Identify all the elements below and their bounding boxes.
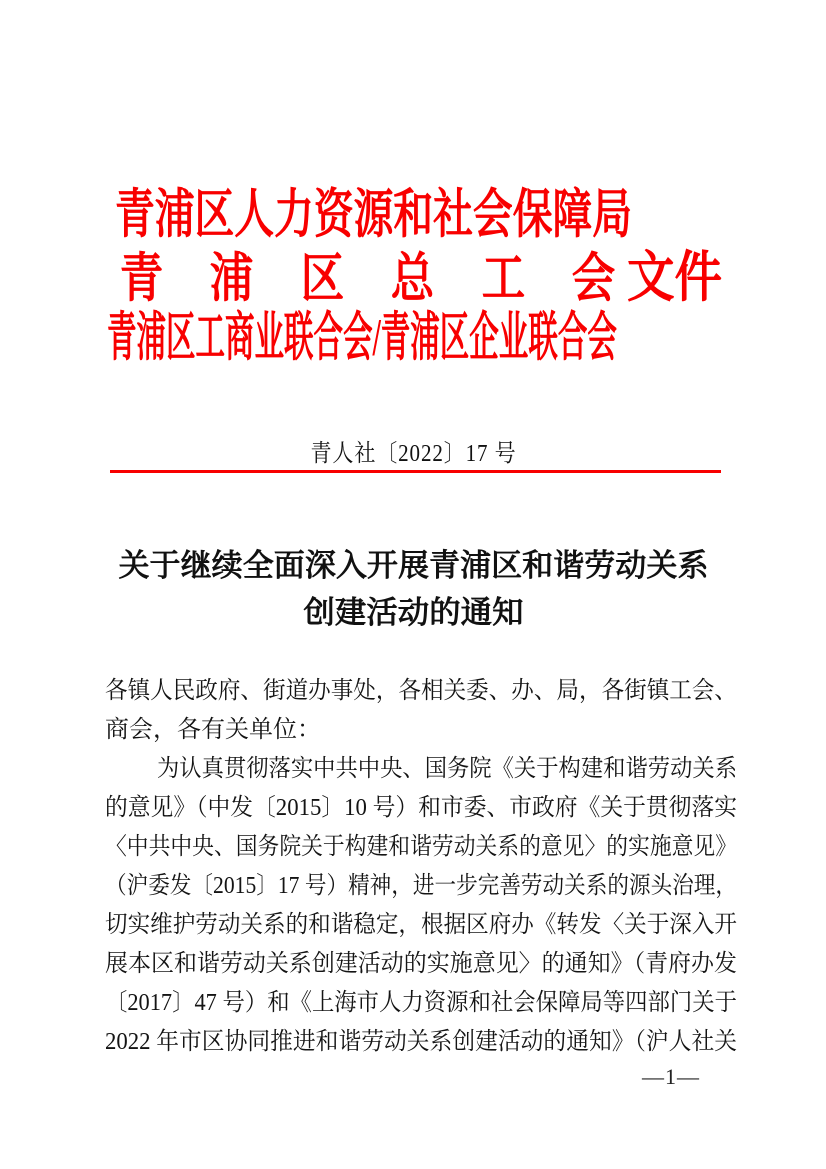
body-text-line-text: 商会，各有关单位： bbox=[105, 717, 321, 743]
title-line-1 bbox=[0, 542, 826, 589]
title-line-2 bbox=[0, 589, 826, 636]
document-title bbox=[0, 542, 826, 636]
red-separator-line bbox=[110, 470, 721, 473]
body-text-line bbox=[105, 867, 745, 906]
body-text-line bbox=[105, 945, 745, 984]
body-text-line bbox=[105, 750, 745, 789]
issuing-org-line-2-char: 区 bbox=[300, 250, 345, 308]
document-body bbox=[105, 672, 745, 1062]
body-text-line-text: 〈中共中央、国务院关于构建和谐劳动关系的意见〉的实施意见》 bbox=[105, 834, 737, 860]
document-word: 文件 bbox=[627, 247, 723, 308]
issuing-org-line-1-text: 青浦区人力资源和社会保障局 bbox=[115, 186, 632, 244]
body-text-line bbox=[105, 1023, 745, 1062]
body-text-line bbox=[105, 906, 745, 945]
issuing-org-line-2-char: 浦 bbox=[210, 250, 254, 308]
title-line-1-text: 关于继续全面深入开展青浦区和谐劳动关系 bbox=[118, 548, 708, 583]
document-number bbox=[0, 441, 826, 469]
issuing-org-line-3-text: 青浦区工商业联合会/青浦区企业联合会 bbox=[107, 309, 617, 367]
issuing-org-line-3 bbox=[107, 309, 826, 367]
body-text-line-text: 展本区和谐劳动关系创建活动的实施意见〉的通知》（青府办发 bbox=[105, 951, 737, 977]
issuing-org-line-2-name bbox=[115, 250, 620, 308]
body-text-line bbox=[105, 828, 745, 867]
body-text-line bbox=[105, 672, 745, 711]
body-text-line-text: 的意见》（中发〔2015〕10 号）和市委、市政府《关于贯彻落实 bbox=[105, 795, 737, 821]
issuing-org-line-2-char: 会 bbox=[571, 250, 616, 308]
page-number: —1— bbox=[642, 1064, 700, 1089]
issuing-org-line-1 bbox=[115, 186, 804, 244]
body-text-line-text: 为认真贯彻落实中共中央、国务院《关于构建和谐劳动关系 bbox=[157, 756, 737, 782]
document-number-text: 青人社〔2022〕17 号 bbox=[310, 441, 516, 467]
title-line-2-text: 创建活动的通知 bbox=[303, 595, 523, 630]
body-text-line bbox=[105, 789, 745, 828]
issuing-org-line-2 bbox=[115, 247, 737, 308]
body-text-line-text: 〔2017〕47 号）和《上海市人力资源和社会保障局等四部门关于 bbox=[105, 990, 737, 1016]
body-text-line-text: 切实维护劳动关系的和谐稳定，根据区府办《转发〈关于深入开 bbox=[105, 912, 737, 938]
body-text-line bbox=[105, 984, 745, 1023]
issuing-org-line-2-char: 总 bbox=[390, 250, 435, 308]
body-text-line-text: 各镇人民政府、街道办事处，各相关委、办、局，各街镇工会、 bbox=[105, 678, 737, 704]
body-text-line-text: 2022 年市区协同推进和谐劳动关系创建活动的通知》（沪人社关 bbox=[105, 1029, 737, 1055]
issuing-org-line-2-char: 青 bbox=[119, 250, 164, 308]
body-text-line bbox=[105, 711, 745, 750]
body-text-line-text: （沪委发〔2015〕17 号）精神，进一步完善劳动关系的源头治理， bbox=[105, 873, 737, 899]
issuing-org-line-2-char: 工 bbox=[481, 250, 525, 308]
